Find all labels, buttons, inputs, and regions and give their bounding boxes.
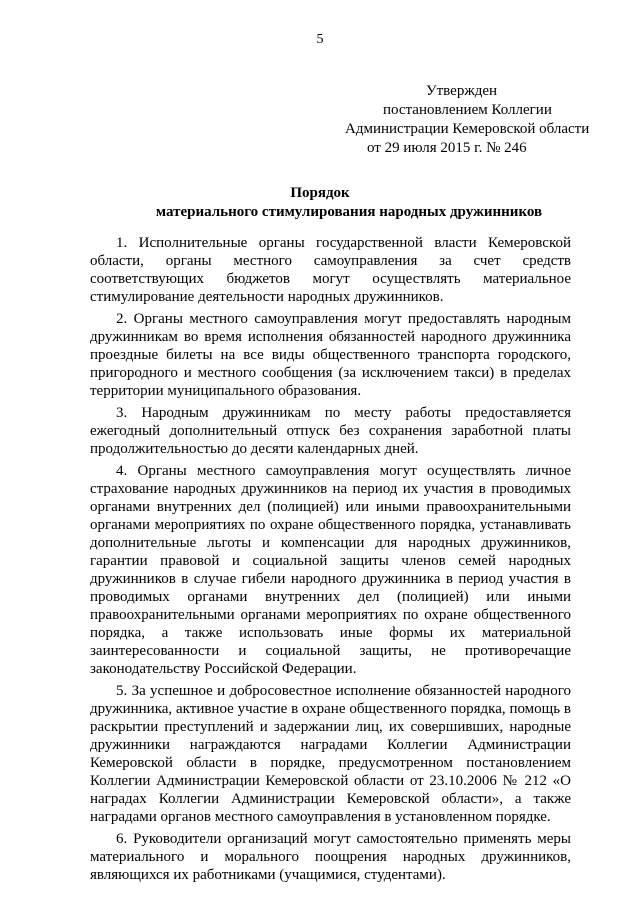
paragraph-4: 4. Органы местного самоуправления могут осуществлять личное страхование народных дружинников на период их участия в проводимых органами внутренних дел (полицией) или иными правоохранительными органами мероприятиях по охране общественного порядка, устанавливать дополнительные льготы и компенсации для народных дружинников, гарантии правовой и социальной защиты членов семей народных дружинников в случае гибели народного дружинника в период участия в проводимых органами внутренних дел (полицией) или иными правоохранительными органами мероприятиях по охране общественного порядка, а также использовать иные формы их материальной заинтересованности и социальной защиты, не противоречащие законодательству Российской Федерации. bbox=[90, 463, 571, 677]
title-line-1: Порядок bbox=[290, 185, 350, 201]
paragraph-1: 1. Исполнительные органы государственной власти Кемеровской области, органы местного самоуправления за счет средств соответствующих бюджетов могут осуществлять материальное стимулирование деятельности народных дружинников. bbox=[90, 235, 571, 305]
approval-line-resolution: постановлением Коллегии bbox=[383, 102, 552, 118]
paragraph-2: 2. Органы местного самоуправления могут предоставлять народным дружинникам во время исполнения обязанностей народного дружинника проездные билеты на все виды общественного транспорта городского, пригородного и местного сообщения (за исключением такси) в пределах территории муниципального образования. bbox=[90, 311, 571, 399]
page-number: 5 bbox=[316, 32, 324, 47]
approval-line-date: от 29 июля 2015 г. № 246 bbox=[367, 140, 527, 156]
approval-block bbox=[345, 82, 605, 158]
paragraph-5: 5. За успешное и добросовестное исполнение обязанностей народного дружинника, активное участие в охране общественного порядка, помощь в раскрытии преступлений и задержании лиц, их совершивших, народные дружинники награждаются наградами Коллегии Администрации Кемеровской области в порядке, предусмотренном постановлением Коллегии Администрации Кемеровской области от 23.10.2006 № 212 «О наградах Коллегии Администрации Кемеровской области», а также наградами органов местного самоуправления в установленном порядке. bbox=[90, 683, 571, 825]
document-title bbox=[0, 184, 640, 222]
paragraph-3: 3. Народным дружинникам по месту работы предоставляется ежегодный дополнительный отпуск без сохранения заработной платы продолжительностью до десяти календарных дней. bbox=[90, 405, 571, 457]
paragraph-6: 6. Руководители организаций могут самостоятельно применять меры материального и морального поощрения народных дружинников, являющихся их работниками (учащимися, студентами). bbox=[90, 831, 571, 883]
approval-line-administration: Администрации Кемеровской области bbox=[345, 121, 590, 137]
approval-line-approved: Утвержден bbox=[426, 83, 498, 99]
document-body bbox=[90, 234, 571, 888]
title-line-2: материального стимулирования народных дружинников bbox=[155, 204, 543, 220]
